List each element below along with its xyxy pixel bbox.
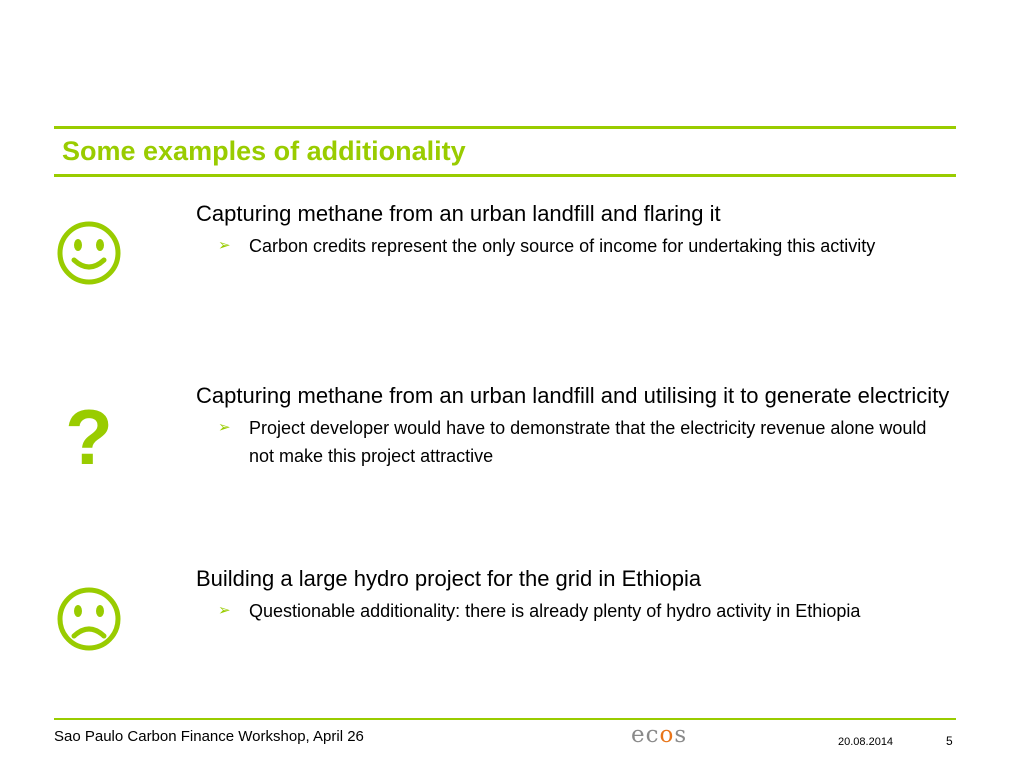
slide-title: Some examples of additionality — [62, 136, 466, 166]
top-rule — [54, 126, 956, 129]
example-heading: Capturing methane from an urban landfill and utilising it to generate electricity — [196, 383, 950, 408]
title-underline-rule — [54, 174, 956, 177]
additionality-example-3 — [196, 563, 956, 625]
frowning-face-icon — [54, 586, 124, 652]
bullet-arrow-icon: ➢ — [218, 602, 231, 619]
example-bullet-text: Project developer would have to demonstrate that the electricity revenue alone would not make this project attractive — [249, 418, 927, 466]
example-bullet — [196, 414, 956, 470]
footer-workshop-text: Sao Paulo Carbon Finance Workshop, April 26 — [54, 728, 364, 745]
question-mark — [54, 393, 124, 481]
example-bullet — [196, 232, 956, 260]
footer-rule — [54, 718, 956, 720]
ecos-logo — [631, 722, 687, 748]
logo-accent: o — [659, 722, 675, 748]
example-bullet-text: Questionable additionality: there is already plenty of hydro activity in Ethiopia — [249, 601, 861, 621]
page-number: 5 — [946, 734, 953, 748]
footer-date: 20.08.2014 — [838, 736, 894, 748]
example-bullet — [196, 597, 956, 625]
example-heading: Building a large hydro project for the grid in Ethiopia — [196, 566, 702, 591]
bullet-arrow-icon: ➢ — [218, 237, 231, 254]
question-mark-text: ? — [65, 393, 113, 481]
additionality-example-1 — [196, 198, 956, 260]
example-heading: Capturing methane from an urban landfill and flaring it — [196, 201, 721, 226]
logo-suffix: s — [674, 722, 688, 748]
smiley-face-icon — [54, 220, 124, 286]
example-bullet-text: Carbon credits represent the only source of income for undertaking this activity — [249, 236, 876, 256]
additionality-example-2 — [196, 380, 956, 470]
bullet-arrow-icon: ➢ — [218, 419, 231, 436]
logo-prefix: ec — [631, 722, 660, 748]
